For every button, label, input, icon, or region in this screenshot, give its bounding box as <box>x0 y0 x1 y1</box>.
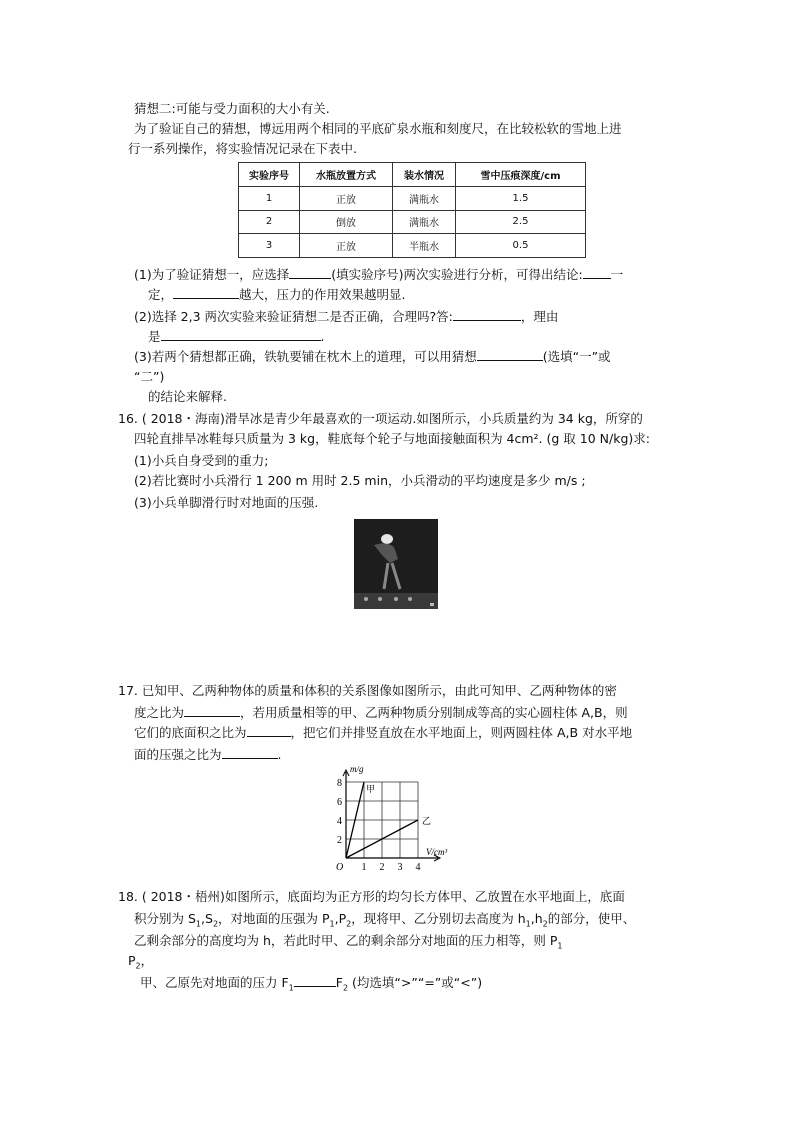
skater-illustration <box>354 519 438 609</box>
text: ,P <box>334 911 347 926</box>
text: ， <box>140 953 154 968</box>
text: 越大，压力的作用效果越明显. <box>239 287 406 302</box>
table-cell: 0.5 <box>456 234 586 258</box>
text: F <box>335 975 343 990</box>
text: 的部分，使甲、 <box>547 911 636 926</box>
subscript: 2 <box>542 919 548 929</box>
y-tick-label: 2 <box>337 835 342 846</box>
answer-blank[interactable] <box>161 328 321 341</box>
table-cell: 倒放 <box>300 210 393 234</box>
subscript: 1 <box>329 919 335 929</box>
table-cell: 3 <box>239 234 300 258</box>
y-tick-label: 8 <box>337 778 342 789</box>
experiment-table <box>238 162 586 258</box>
q16-line4: (2)若比赛时小兵滑行 1 200 m 用时 2.5 min，小兵滑动的平均速度是多少 m/s ; <box>134 473 586 488</box>
q18-line2 <box>134 910 635 934</box>
q16-line1: 16. ( 2018・海南)滑旱冰是青少年最喜欢的一项运动.如图所示，小兵质量约为 34 kg，所穿的 <box>118 411 643 426</box>
x-tick-label: 4 <box>415 862 421 873</box>
table-cell: 2 <box>239 210 300 234</box>
text: 乙剩余部分的高度均为 h，若此时甲、乙的剩余部分对地面的压力相等，则 P <box>134 933 558 948</box>
q16-line3: (1)小兵自身受到的重力; <box>134 453 269 468</box>
subscript: 2 <box>346 919 352 929</box>
table-row <box>239 186 586 210</box>
experiment-desc-2: 行一系列操作，将实验情况记录在下表中. <box>128 141 357 156</box>
q15-part1-line2 <box>148 286 406 304</box>
table-cell: 1 <box>239 186 300 210</box>
text: 它们的底面积之比为 <box>134 725 247 740</box>
q18-line4 <box>128 952 153 976</box>
table-cell: 满瓶水 <box>393 186 456 210</box>
answer-blank[interactable] <box>173 286 239 299</box>
text: (1)为了验证猜想一，应选择 <box>134 267 290 282</box>
header-cell: 雪中压痕深度/cm <box>456 163 586 187</box>
q17-line3 <box>134 724 632 742</box>
text: ，对地面的压强为 P <box>218 911 330 926</box>
skater-photo <box>354 519 438 609</box>
subscript: 1 <box>195 919 202 929</box>
text: ，理由 <box>520 309 559 324</box>
subscript: 2 <box>212 919 219 929</box>
q16-line5: (3)小兵单脚滑行时对地面的压强. <box>134 495 319 510</box>
table-cell: 2.5 <box>456 210 586 234</box>
text: ,S <box>201 911 213 926</box>
q18-line3 <box>134 932 563 956</box>
answer-blank[interactable] <box>247 724 291 737</box>
text: . <box>320 329 325 344</box>
q15-part3-line3: 的结论来解释. <box>148 389 227 404</box>
q17-line1: 17. 已知甲、乙两种物体的质量和体积的关系图像如图所示，由此可知甲、乙两种物体的密 <box>118 683 617 698</box>
q15-part2-line1 <box>134 308 558 326</box>
table-cell: 半瓶水 <box>393 234 456 258</box>
y-tick-label: 4 <box>337 816 342 827</box>
subscript: 2 <box>135 961 141 971</box>
text: (2)选择 2,3 两次实验来验证猜想二是否正确，合理吗?答: <box>134 309 453 324</box>
q18-line1: 18. ( 2018・梧州)如图所示，底面均为正方形的均匀长方体甲、乙放置在水平地面上，底面 <box>118 889 625 904</box>
x-tick-label: 3 <box>397 862 403 873</box>
text: ,h <box>530 911 543 926</box>
y-axis-label: m/g <box>350 766 364 774</box>
table-cell: 满瓶水 <box>393 210 456 234</box>
answer-blank[interactable] <box>453 308 521 321</box>
text: ，现将甲、乙分别切去高度为 h <box>351 911 526 926</box>
table-header-row <box>239 163 586 187</box>
q15-part2-line2 <box>148 328 325 346</box>
q16-line2: 四轮直排旱冰鞋每只质量为 3 kg，鞋底每个轮子与地面接触面积为 4cm². (g 取 10 N/kg)求: <box>134 431 650 446</box>
x-tick-label: 1 <box>361 862 367 873</box>
text: 甲、乙原先对地面的压力 F <box>140 975 289 990</box>
text: 是 <box>148 329 161 344</box>
x-tick-label: 2 <box>379 862 385 873</box>
origin-label: O <box>336 862 344 873</box>
series-label: 乙 <box>422 817 432 827</box>
text: P <box>128 953 136 968</box>
table-cell: 正放 <box>300 234 393 258</box>
header-cell: 实验序号 <box>239 163 300 187</box>
answer-blank[interactable] <box>294 974 336 987</box>
text: ，把它们并排竖直放在水平地面上，则两圆柱体 A,B 对水平地 <box>290 725 633 740</box>
guess-two: 猜想二:可能与受力面积的大小有关. <box>134 101 330 116</box>
q17-line2 <box>134 704 628 722</box>
header-cell: 装水情况 <box>393 163 456 187</box>
header-cell: 水瓶放置方式 <box>300 163 393 187</box>
subscript: 2 <box>342 983 349 993</box>
q15-part1-line1 <box>134 266 623 284</box>
table-cell: 1.5 <box>456 186 586 210</box>
answer-blank[interactable] <box>184 704 240 717</box>
text: 度之比为 <box>134 705 185 720</box>
q17-line4 <box>134 746 282 764</box>
text: 定， <box>148 287 174 302</box>
subscript: 1 <box>525 919 531 929</box>
q18-line5 <box>140 974 482 998</box>
table-row <box>239 210 586 234</box>
answer-blank[interactable] <box>583 266 611 279</box>
series-label: 甲 <box>366 785 376 795</box>
q15-part3-line2: “二”) <box>134 369 165 384</box>
answer-blank[interactable] <box>289 266 331 279</box>
text: (选填“一”或 <box>542 349 611 364</box>
y-tick-label: 6 <box>337 797 342 808</box>
text: . <box>277 747 282 762</box>
mass-volume-chart <box>326 766 466 876</box>
experiment-desc-1: 为了验证自己的猜想，博远用两个相同的平底矿泉水瓶和刻度尺，在比较松软的雪地上进 <box>134 121 622 136</box>
answer-blank[interactable] <box>222 746 278 759</box>
text: 一 <box>610 267 624 282</box>
text: ，若用质量相等的甲、乙两种物质分别制成等高的实心圆柱体 A,B，则 <box>240 705 628 720</box>
text: 积分别为 S <box>134 911 196 926</box>
subscript: 1 <box>288 983 294 993</box>
answer-blank[interactable] <box>477 348 543 361</box>
q15-part3-line1 <box>134 348 611 366</box>
text: (均选填“>”“=”或“<”) <box>348 975 483 990</box>
subscript: 1 <box>557 941 563 951</box>
table-cell: 正放 <box>300 186 393 210</box>
text: 面的压强之比为 <box>134 747 222 762</box>
table-row <box>239 234 586 258</box>
text: (3)若两个猜想都正确，铁轨要铺在枕木上的道理，可以用猜想 <box>134 349 477 364</box>
x-axis-label: V/cm³ <box>426 847 448 857</box>
text: (填实验序号)两次实验进行分析，可得出结论: <box>331 267 583 282</box>
